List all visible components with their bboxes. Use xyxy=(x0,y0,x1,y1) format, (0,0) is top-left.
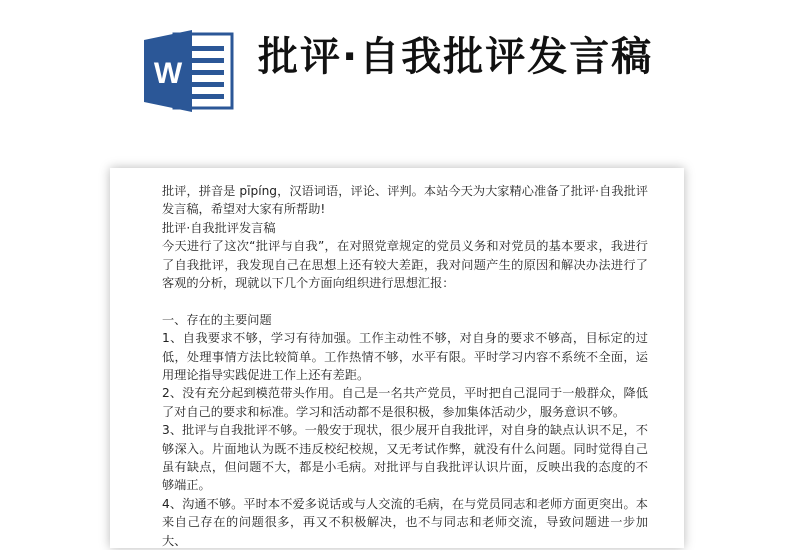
list-item: 4、沟通不够。平时本不爱多说话或与人交流的毛病，在与党员同志和老师方面更突出。本来自己存在的问题很多，再又不积极解决，也不与同志和老师交流，导致问题进一步加大、 xyxy=(162,496,648,548)
page-title: 批评·自我批评发言稿 xyxy=(258,34,654,80)
list-item: 3、批评与自我批评不够。一般安于现状，很少展开自我批评，对自身的缺点认识不足，不够深入。片面地认为既不违反校纪校规，又无考试作弊，就没有什么问题。同时觉得自己虽有缺点，但问题不大，都是小毛病。对批评与自我批评认识片面，反映出我的态度的不够端正。 xyxy=(162,423,648,493)
intro-paragraph: 批评，拼音是 pīpíng，汉语词语，评论、评判。本站今天为大家精心准备了批评·自我批评发言稿，希望对大家有所帮助! xyxy=(162,184,648,217)
document-heading: 批评·自我批评发言稿 xyxy=(162,220,276,235)
list-item: 2、没有充分起到模范带头作用。自己是一名共产党员，平时把自己混同于一般群众，降低了对自己的要求和标准。学习和活动都不是很积极，参加集体活动少，服务意识不够。 xyxy=(162,386,648,419)
word-document-icon xyxy=(140,28,238,114)
opening-paragraph: 今天进行了这次“批评与自我”，在对照党章规定的党员义务和对党员的基本要求，我进行了自我批评，我发现自己在思想上还有较大差距，我对问题产生的原因和解决办法进行了客观的分析，现就以下几个方面向组织进行思想汇报： xyxy=(162,239,648,291)
list-item: 1、自我要求不够，学习有待加强。工作主动性不够，对自身的要求不够高，目标定的过低，处理事情方法比较简单。工作热情不够，水平有限。平时学习内容不系统不全面，运用理论指导实践促进工作上还有差距。 xyxy=(162,331,648,383)
document-body xyxy=(162,182,648,550)
document-page xyxy=(110,168,684,548)
blank-line xyxy=(162,292,648,310)
word-icon-letter: W xyxy=(153,57,183,90)
section-heading: 一、存在的主要问题 xyxy=(162,312,272,327)
